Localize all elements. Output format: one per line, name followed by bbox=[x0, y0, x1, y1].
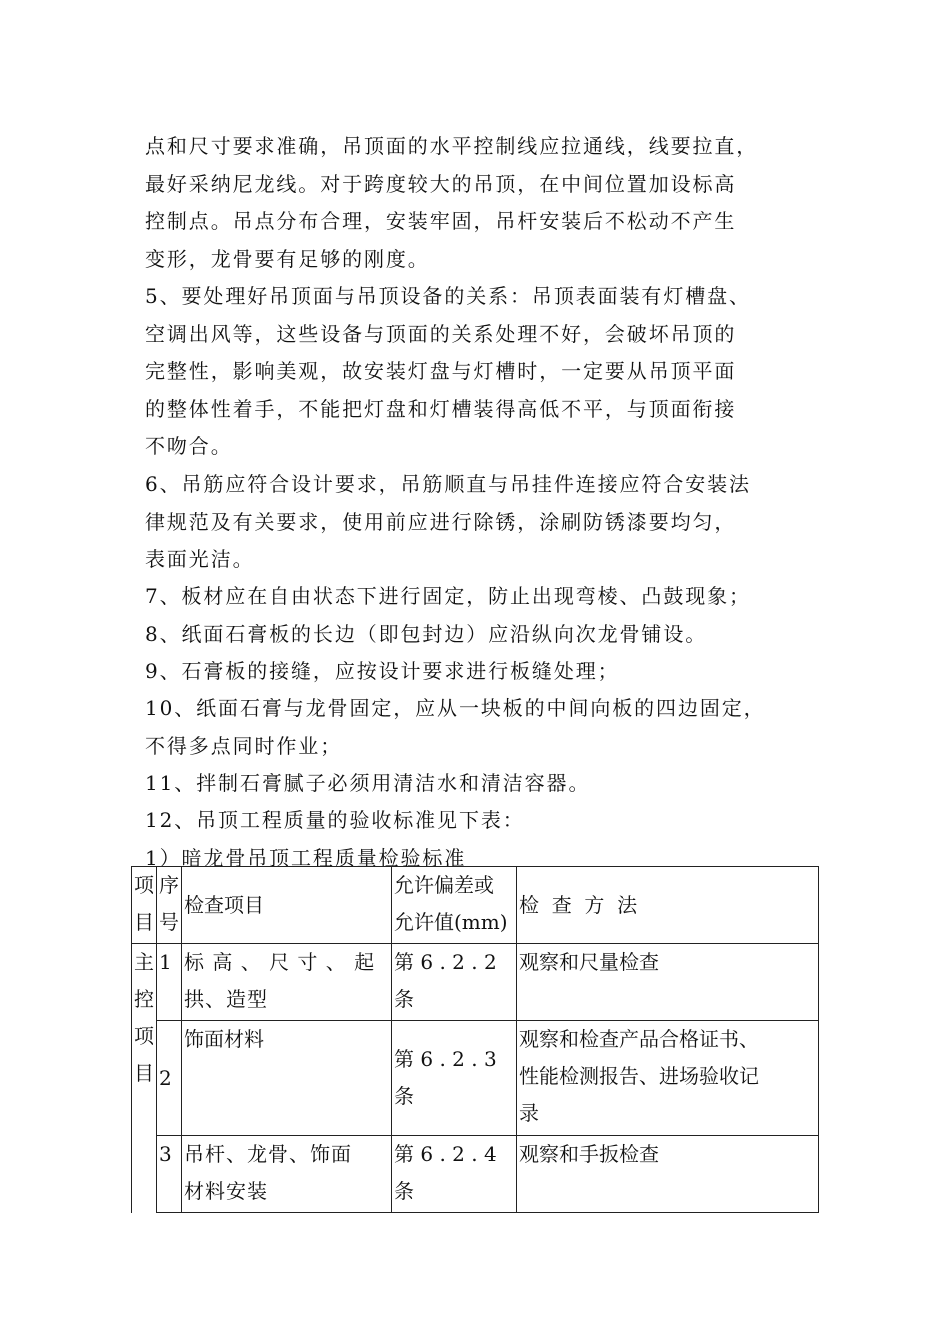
cell-text: 观察和检查产品合格证书、 bbox=[519, 1027, 759, 1051]
header-category bbox=[132, 867, 157, 944]
table-header-row bbox=[132, 867, 819, 944]
list-item-6 bbox=[145, 466, 825, 579]
list-item-10 bbox=[145, 690, 825, 765]
list-item-11: 11、拌制石膏腻子必须用清洁水和清洁容器。 bbox=[145, 771, 591, 795]
row-allowance bbox=[392, 1136, 517, 1213]
cell-text: 标 高 、 尺 寸 、 起 bbox=[184, 950, 376, 974]
table-row bbox=[132, 1021, 819, 1136]
row-allowance bbox=[392, 944, 517, 1021]
cell-text: 性能检测报告、进场验收记 bbox=[519, 1064, 759, 1088]
group-text: 控 bbox=[134, 987, 154, 1011]
row-method bbox=[517, 1136, 819, 1213]
text-line: 表面光洁。 bbox=[145, 547, 255, 571]
header-text: 目 bbox=[134, 910, 154, 934]
cell-text: 观察和手扳检查 bbox=[519, 1142, 659, 1166]
group-text: 项 bbox=[134, 1024, 154, 1048]
header-method: 检 查 方 法 bbox=[517, 867, 819, 944]
text-line: 律规范及有关要求，使用前应进行除锈，涂刷防锈漆要均匀， bbox=[145, 509, 737, 534]
header-serial bbox=[157, 867, 182, 944]
cell-text: 第 6 . 2 . 4 bbox=[394, 1142, 497, 1166]
row-check-item bbox=[182, 1021, 392, 1136]
table-row bbox=[132, 944, 819, 1021]
cell-text: 第 6 . 2 . 3 bbox=[394, 1047, 497, 1071]
text-line: 6、吊筋应符合设计要求，吊筋顺直与吊挂件连接应符合安装法 bbox=[145, 472, 751, 496]
text-line: 5、要处理好吊顶面与吊顶设备的关系：吊顶表面装有灯槽盘、 bbox=[145, 284, 751, 308]
cell-text: 饰面材料 bbox=[184, 1027, 264, 1051]
header-text: 项 bbox=[134, 873, 154, 897]
row-allowance bbox=[392, 1021, 517, 1136]
cell-text: 拱、造型 bbox=[184, 987, 268, 1011]
cell-text: 条 bbox=[394, 1179, 414, 1203]
text-line: 点和尺寸要求准确，吊顶面的水平控制线应拉通线，线要拉直， bbox=[145, 134, 759, 158]
row-check-item bbox=[182, 944, 392, 1021]
cell-text: 第 6 . 2 . 2 bbox=[394, 950, 497, 974]
text-line: 控制点。吊点分布合理，安装牢固，吊杆安装后不松动不产生 bbox=[145, 209, 737, 233]
text-line: 最好采纳尼龙线。对于跨度较大的吊顶，在中间位置加设标高 bbox=[145, 171, 737, 196]
text-line: 不吻合。 bbox=[145, 434, 233, 458]
list-item-12: 12、吊顶工程质量的验收标准见下表： bbox=[145, 808, 525, 832]
row-serial: 1 bbox=[157, 944, 182, 1021]
header-allowance bbox=[392, 867, 517, 944]
list-item-8: 8、纸面石膏板的长边（即包封边）应沿纵向次龙骨铺设。 bbox=[145, 622, 708, 646]
cell-text: 条 bbox=[394, 1084, 414, 1108]
text-line: 不得多点同时作业； bbox=[145, 733, 343, 758]
table-row bbox=[132, 1136, 819, 1213]
paragraph-requirements bbox=[145, 128, 825, 278]
row-check-item bbox=[182, 1136, 392, 1213]
cell-text: 条 bbox=[394, 987, 414, 1011]
header-text: 允许值(mm) bbox=[394, 910, 508, 934]
cell-text: 吊杆、龙骨、饰面 bbox=[184, 1142, 352, 1166]
list-item-9: 9、石膏板的接缝，应按设计要求进行板缝处理； bbox=[145, 659, 620, 683]
header-text: 序 bbox=[159, 873, 179, 897]
text-line: 的整体性着手，不能把灯盘和灯槽装得高低不平，与顶面衔接 bbox=[145, 396, 737, 421]
header-check-item: 检查项目 bbox=[182, 867, 392, 944]
text-line: 空调出风等，这些设备与顶面的关系处理不好，会破坏吊顶的 bbox=[145, 321, 737, 346]
cell-text: 材料安装 bbox=[184, 1179, 268, 1203]
row-serial: 2 bbox=[157, 1021, 182, 1136]
text-line: 完整性，影响美观，故安装灯盘与灯槽时，一定要从吊顶平面 bbox=[145, 359, 737, 383]
header-text: 允许偏差或 bbox=[394, 873, 494, 897]
group-text: 主 bbox=[134, 950, 154, 974]
row-method bbox=[517, 944, 819, 1021]
row-serial: 3 bbox=[157, 1136, 182, 1213]
header-text: 号 bbox=[159, 910, 179, 934]
group-text: 目 bbox=[134, 1061, 154, 1085]
list-item-7: 7、板材应在自由状态下进行固定，防止出现弯棱、凸鼓现象； bbox=[145, 584, 751, 608]
quality-standard-table bbox=[131, 866, 819, 1213]
text-line: 变形，龙骨要有足够的刚度。 bbox=[145, 246, 430, 271]
cell-text: 录 bbox=[519, 1101, 539, 1125]
table-caption: 1）暗龙骨吊顶工程质量检验标准 bbox=[145, 846, 467, 870]
group-label-main-control bbox=[132, 944, 157, 1213]
row-method bbox=[517, 1021, 819, 1136]
cell-text: 观察和尺量检查 bbox=[519, 950, 659, 974]
text-line: 10、纸面石膏与龙骨固定，应从一块板的中间向板的四边固定， bbox=[145, 696, 766, 720]
list-item-5 bbox=[145, 278, 825, 466]
